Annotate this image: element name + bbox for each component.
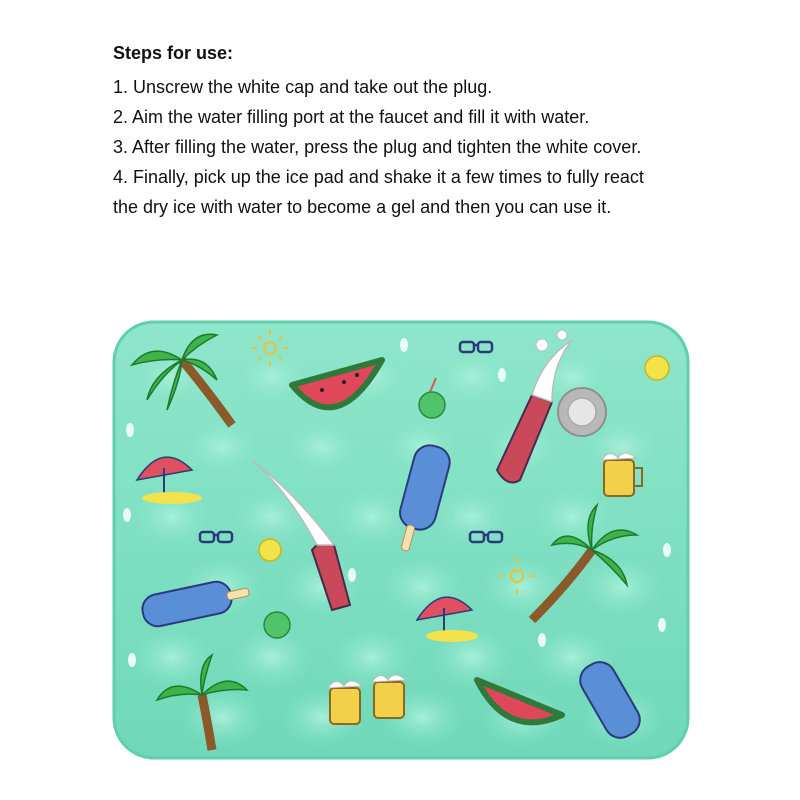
steps-list [113,72,713,222]
instructions-title: Steps for use: [113,43,234,63]
step-item: 1. Unscrew the white cap and take out the plug. [113,77,493,97]
instructions-block [113,40,713,222]
step-item: 3. After filling the water, press the plug and tighten the white cover. [113,137,642,157]
ice-pad-image [112,320,690,760]
coconut-icon [264,612,290,638]
lemon-icon [259,539,281,561]
lemon-icon [645,356,669,380]
ice-pad-illustration [112,320,690,760]
fill-cap-icon [558,388,606,436]
step-item: 4. Finally, pick up the ice pad and shake it a few times to fully react the dry ice with water to become a gel and then you can use it. [113,167,644,217]
step-item: 2. Aim the water filling port at the faucet and fill it with water. [113,107,590,127]
